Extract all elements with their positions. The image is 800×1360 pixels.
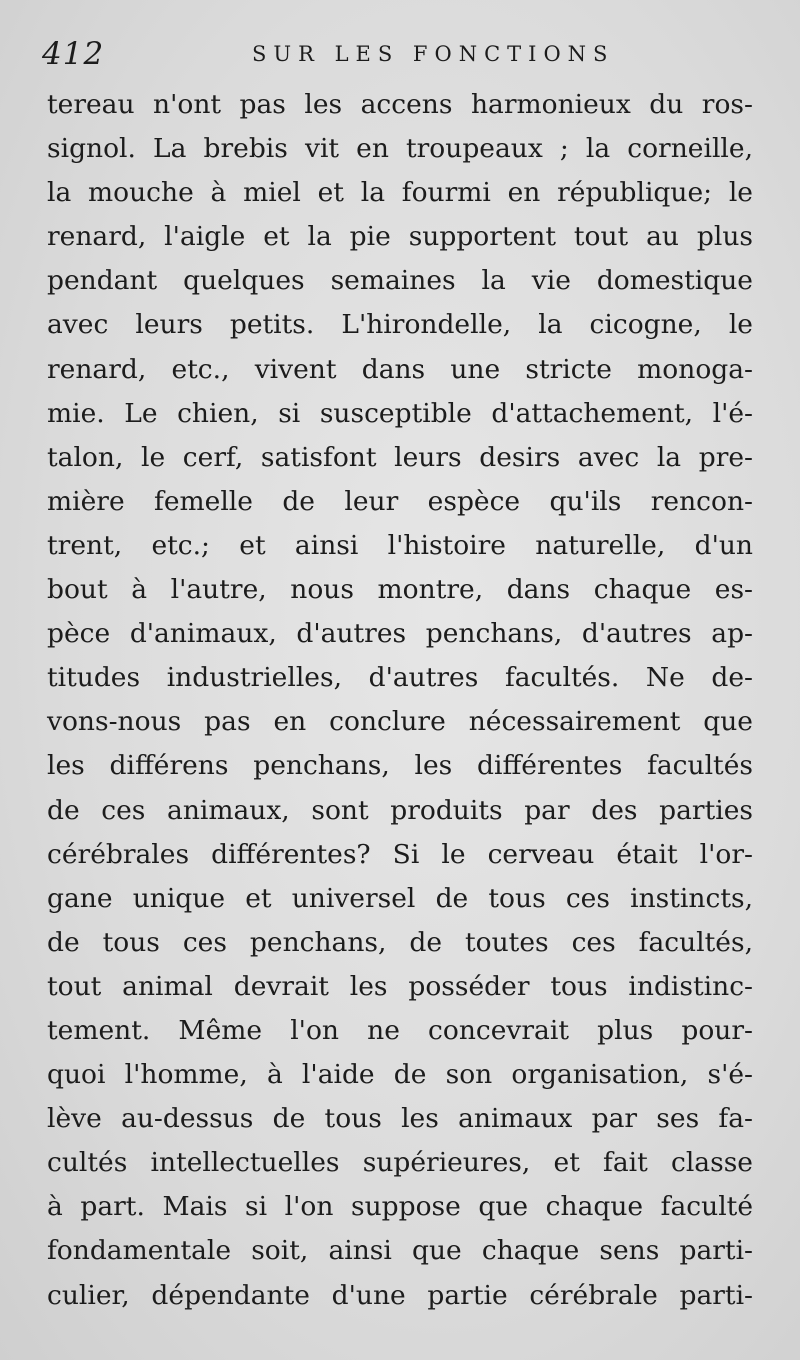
text-line: fondamentale soit, ainsi que chaque sens parti- — [47, 1235, 753, 1267]
text-line: vons-nous pas en conclure nécessairement que — [47, 706, 753, 738]
text-line: bout à l'autre, nous montre, dans chaque es- — [47, 574, 753, 606]
text-line: la mouche à miel et la fourmi en république; le — [47, 177, 753, 209]
text-line: à part. Mais si l'on suppose que chaque faculté — [47, 1191, 753, 1223]
text-line: trent, etc.; et ainsi l'histoire naturelle, d'un — [47, 529, 753, 561]
text-line: de tous ces penchans, de toutes ces facultés, — [47, 926, 753, 958]
text-line: mie. Le chien, si susceptible d'attachement, l'é- — [47, 397, 753, 429]
text-line: tereau n'ont pas les accens harmonieux du ros- — [47, 89, 753, 120]
text-line: titudes industrielles, d'autres facultés. Ne de- — [47, 662, 753, 694]
text-line: cérébrales différentes? Si le cerveau était l'or- — [47, 838, 753, 870]
text-line: de ces animaux, sont produits par des parties — [47, 794, 753, 826]
page-header — [40, 36, 760, 76]
text-line: pendant quelques semaines la vie domestique — [47, 265, 753, 297]
text-line: tout animal devrait les posséder tous indistinc- — [47, 970, 753, 1002]
page-number: 412 — [42, 36, 105, 72]
text-line: avec leurs petits. L'hirondelle, la cicogne, le — [47, 309, 753, 341]
text-line: culier, dépendante d'une partie cérébrale parti- — [47, 1279, 753, 1311]
text-line: mière femelle de leur espèce qu'ils rencon- — [47, 485, 753, 517]
text-line: lève au-dessus de tous les animaux par ses fa- — [47, 1103, 753, 1135]
body-text — [47, 83, 753, 1318]
text-line: les différens penchans, les différentes facultés — [47, 750, 753, 782]
text-line: pèce d'animaux, d'autres penchans, d'autres ap- — [47, 618, 753, 650]
text-line: signol. La brebis vit en troupeaux ; la corneille, — [47, 133, 753, 165]
text-line: tement. Même l'on ne concevrait plus pour- — [47, 1014, 753, 1046]
running-head: SUR LES FONCTIONS — [252, 42, 615, 66]
text-line: renard, l'aigle et la pie supportent tout au plus — [47, 221, 753, 253]
text-line: talon, le cerf, satisfont leurs desirs avec la pre- — [47, 441, 753, 473]
text-line: cultés intellectuelles supérieures, et fait classe — [47, 1147, 753, 1179]
text-line: renard, etc., vivent dans une stricte monoga- — [47, 353, 753, 385]
text-line: quoi l'homme, à l'aide de son organisation, s'é- — [47, 1059, 753, 1091]
text-line: gane unique et universel de tous ces instincts, — [47, 882, 753, 914]
